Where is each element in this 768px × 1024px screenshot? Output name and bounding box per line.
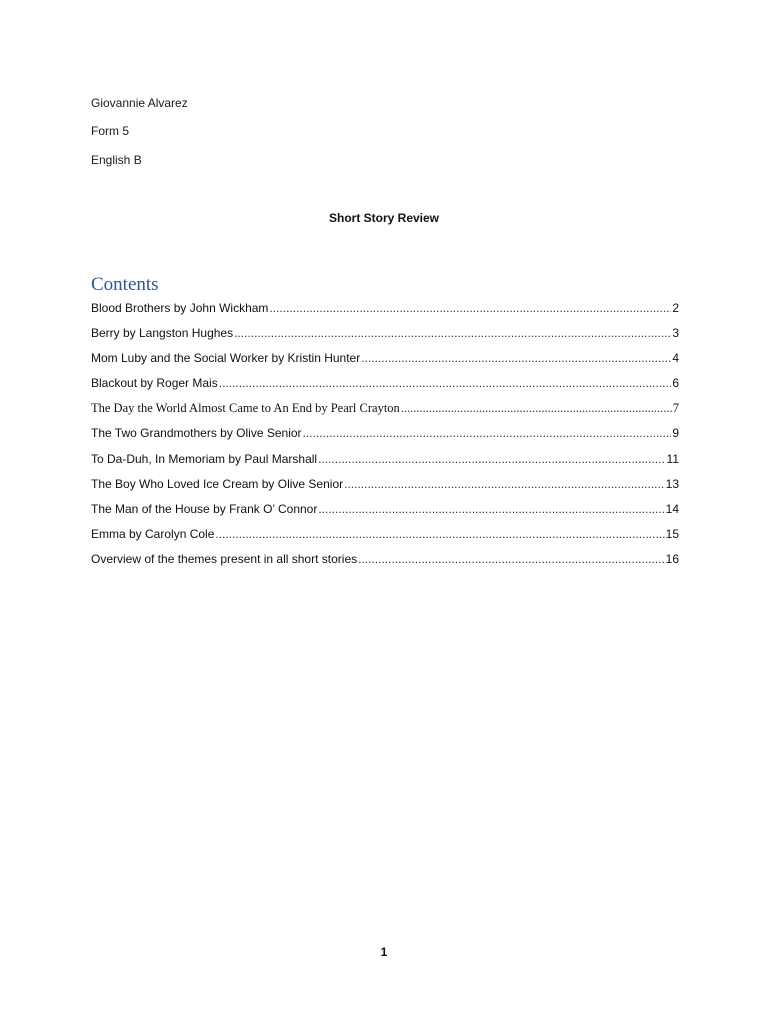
toc-leader-dots bbox=[269, 300, 671, 316]
toc-leader-dots bbox=[215, 526, 664, 542]
toc-entry-title: Berry by Langston Hughes bbox=[91, 326, 234, 341]
toc-leader-dots bbox=[219, 375, 672, 391]
toc-leader-dots bbox=[234, 325, 671, 341]
toc-entry-page: 9 bbox=[672, 426, 679, 441]
toc-entry-blackout[interactable] bbox=[91, 375, 679, 400]
author-name: Giovannie Alvarez bbox=[91, 96, 188, 110]
toc-entry-page: 14 bbox=[665, 501, 679, 516]
toc-entry-mom-luby[interactable] bbox=[91, 350, 679, 375]
toc-entry-page: 15 bbox=[665, 526, 679, 541]
toc-entry-title: The Day the World Almost Came to An End by Pearl Crayton bbox=[91, 401, 400, 416]
toc-entry-boy-ice-cream[interactable] bbox=[91, 476, 679, 501]
toc-entry-da-duh[interactable] bbox=[91, 451, 679, 476]
toc-leader-dots bbox=[358, 551, 665, 567]
toc-entry-title: Blackout by Roger Mais bbox=[91, 376, 218, 391]
toc-entry-title: Mom Luby and the Social Worker by Kristin Hunter bbox=[91, 351, 361, 366]
toc-entry-day-the-world[interactable] bbox=[91, 400, 679, 425]
toc-entry-title: Blood Brothers by John Wickham bbox=[91, 301, 269, 315]
toc-entry-page: 16 bbox=[665, 551, 679, 566]
toc-entry-page: 2 bbox=[672, 301, 679, 315]
toc-heading: Contents bbox=[91, 274, 159, 295]
toc-entry-title: The Boy Who Loved Ice Cream by Olive Senior bbox=[91, 476, 344, 491]
toc-entry-page: 4 bbox=[672, 351, 679, 366]
toc-leader-dots bbox=[344, 476, 665, 492]
student-form: Form 5 bbox=[91, 124, 130, 138]
toc-leader-dots bbox=[318, 451, 665, 467]
toc-entry-blood-brothers[interactable] bbox=[91, 300, 679, 325]
toc-entry-page: 3 bbox=[672, 326, 679, 341]
table-of-contents bbox=[91, 300, 679, 576]
toc-entry-title: The Man of the House by Frank O’ Connor bbox=[91, 501, 318, 516]
toc-entry-berry[interactable] bbox=[91, 325, 679, 350]
toc-entry-title: Overview of the themes present in all short stories bbox=[91, 551, 358, 566]
toc-entry-page: 13 bbox=[665, 476, 679, 491]
toc-entry-emma[interactable] bbox=[91, 526, 679, 551]
page-number: 1 bbox=[380, 945, 388, 959]
toc-leader-dots bbox=[303, 425, 672, 441]
toc-leader-dots bbox=[361, 350, 671, 366]
document-title: Short Story Review bbox=[328, 211, 440, 225]
subject-name: English B bbox=[91, 153, 142, 167]
toc-leader-dots bbox=[401, 400, 672, 416]
toc-entry-title: To Da-Duh, In Memoriam by Paul Marshall bbox=[91, 451, 318, 466]
toc-entry-page: 6 bbox=[672, 376, 679, 391]
toc-entry-title: The Two Grandmothers by Olive Senior bbox=[91, 426, 302, 441]
toc-leader-dots bbox=[318, 501, 664, 517]
toc-entry-title: Emma by Carolyn Cole bbox=[91, 526, 215, 541]
toc-entry-overview-themes[interactable] bbox=[91, 551, 679, 576]
toc-entry-page: 7 bbox=[672, 401, 679, 416]
toc-entry-man-of-the-house[interactable] bbox=[91, 501, 679, 526]
toc-entry-page: 11 bbox=[666, 451, 679, 466]
toc-entry-two-grandmothers[interactable] bbox=[91, 425, 679, 450]
